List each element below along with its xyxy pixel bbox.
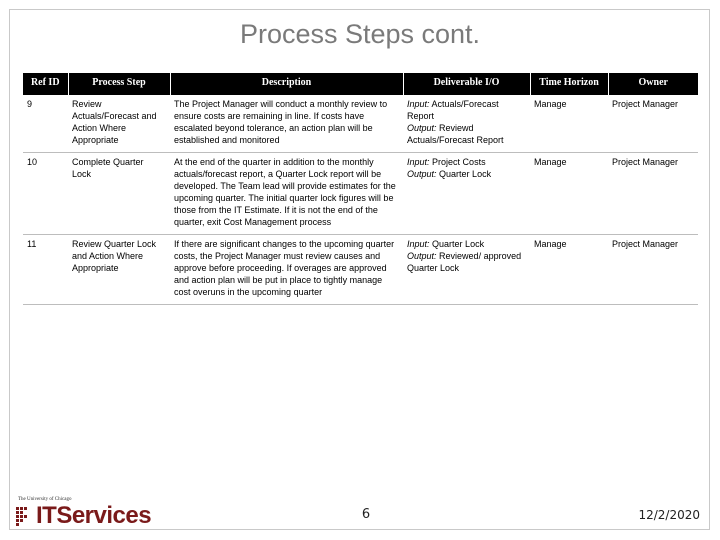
output-label: Output: [407, 123, 437, 133]
cell-deliverable [403, 95, 530, 153]
header-ref-id: Ref ID [23, 73, 68, 95]
cell-description: If there are significant changes to the upcoming quarter costs, the Project Manager must review causes and approve before proceeding. If overages are approved and action plan will be put in place to tightly manage cost overuns in the upcoming quarter [170, 235, 403, 305]
header-description: Description [170, 73, 403, 95]
cell-time-horizon: Manage [530, 235, 608, 305]
footer-date: 12/2/2020 [638, 508, 700, 522]
output-value: Quarter Lock [439, 169, 492, 179]
process-steps-table [23, 73, 698, 305]
output-label: Output: [407, 251, 437, 261]
table-row [23, 235, 698, 305]
input-label: Input: [407, 239, 430, 249]
cell-deliverable [403, 235, 530, 305]
header-deliverable: Deliverable I/O [403, 73, 530, 95]
input-label: Input: [407, 99, 430, 109]
logo-university-text: The University of Chicago [18, 497, 72, 502]
cell-time-horizon: Manage [530, 95, 608, 153]
output-label: Output: [407, 169, 437, 179]
table-row [23, 153, 698, 235]
page-title: Process Steps cont. [239, 19, 481, 49]
header-owner: Owner [608, 73, 698, 95]
header-time-horizon: Time Horizon [530, 73, 608, 95]
cell-step: Review Quarter Lock and Action Where Appropriate [68, 235, 170, 305]
cell-step: Review Actuals/Forecast and Action Where Appropriate [68, 95, 170, 153]
cell-owner: Project Manager [608, 153, 698, 235]
table-row [23, 95, 698, 153]
logo-wordmark: ITServices [36, 502, 152, 529]
it-services-logo-icon [14, 505, 36, 527]
cell-description: The Project Manager will conduct a monthly review to ensure costs are remaining in line. If costs have escalated beyond tolerance, an action plan will be established and monitored [170, 95, 403, 153]
input-label: Input: [407, 157, 430, 167]
cell-time-horizon: Manage [530, 153, 608, 235]
it-services-logo [14, 497, 174, 529]
cell-owner: Project Manager [608, 95, 698, 153]
header-process-step: Process Step [68, 73, 170, 95]
input-value: Actuals/Forecast Report [407, 99, 499, 121]
cell-step: Complete Quarter Lock [68, 153, 170, 235]
cell-deliverable [403, 153, 530, 235]
input-value: Quarter Lock [432, 239, 485, 249]
input-value: Project Costs [432, 157, 486, 167]
output-value: Reviewed/ approved Quarter Lock [407, 251, 522, 273]
table-header-row [23, 73, 698, 95]
cell-ref: 9 [23, 95, 68, 153]
cell-ref: 10 [23, 153, 68, 235]
cell-ref: 11 [23, 235, 68, 305]
cell-description: At the end of the quarter in addition to the monthly actuals/forecast report, a Quarter Lock report will be developed. The Team lead will provide estimates for the upcoming quarter. The initial quarter lock figures will be those from the IT Estimate. If it is not the end of the quarter, exit Cost Management process [170, 153, 403, 235]
output-value: Reviewd Actuals/Forecast Report [407, 123, 504, 145]
cell-owner: Project Manager [608, 235, 698, 305]
page-number: 6 [361, 507, 371, 522]
